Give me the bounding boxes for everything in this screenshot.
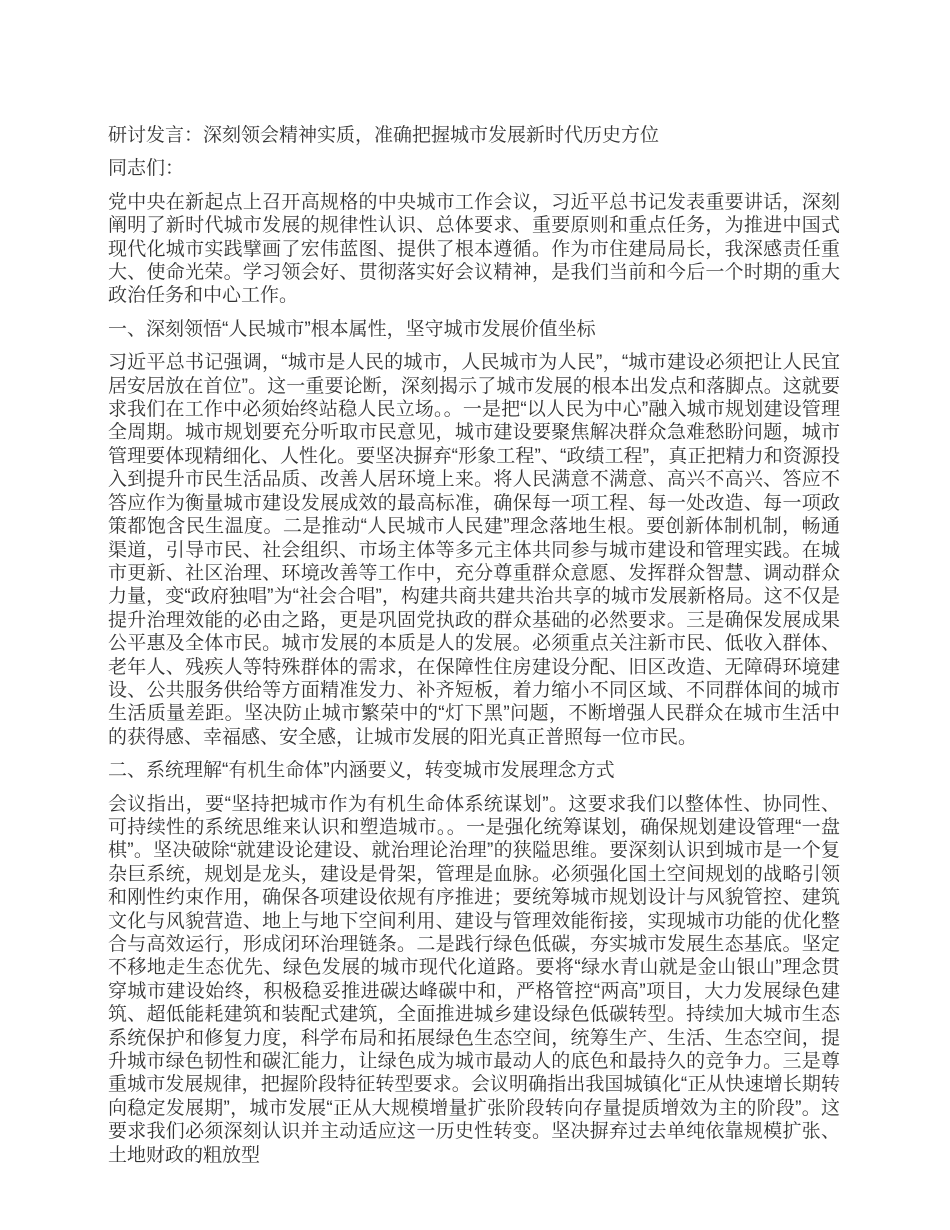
section-2-heading: 二、系统理解“有机生命体”内涵要义，转变城市发展理念方式 bbox=[108, 760, 615, 782]
opening-paragraph: 党中央在新起点上召开高规格的中央城市工作会议，习近平总书记发表重要讲话，深刻阐明了新时代城市发展的规律性认识、总体要求、重要原则和重点任务，为推进中国式现代化城市实践擘画了宏伟蓝图、提供了根本遵循。作为市住建局局长，我深感责任重大、使命光荣。学习领会好、贯彻落实好会议精神，是我们当前和今后一个时期的重大政治任务和中心工作。 bbox=[108, 191, 840, 307]
document-title: 研讨发言：深刻领会精神实质，准确把握城市发展新时代历史方位 bbox=[108, 125, 660, 146]
section-1-heading: 一、深刻领悟“人民城市”根本属性，坚守城市发展价值坐标 bbox=[108, 318, 596, 340]
section-1-paragraph: 习近平总书记强调，“城市是人民的城市，人民城市为人民”，“城市建设必须把让人民宜居安居放在首位”。这一重要论断，深刻揭示了城市发展的根本出发点和落脚点。这就要求我们在工作中必须始终站稳人民立场。。一是把“以人民为中心”融入城市规划建设管理全周期。城市规划要充分听取市民意见，城市建设要聚焦解决群众急难愁盼问题，城市管理要体现精细化、人性化。要坚决摒弃“形象工程”、“政绩工程”，真正把精力和资源投入到提升市民生活品质、改善人居环境上来。将人民满意不满意、高兴不高兴、答应不答应作为衡量城市建设发展成效的最高标准，确保每一项工程、每一处改造、每一项政策都饱含民生温度。二是推动“人民城市人民建”理念落地生根。要创新体制机制，畅通渠道，引导市民、社会组织、市场主体等多元主体共同参与城市建设和管理实践。在城市更新、社区治理、环境改善等工作中，充分尊重群众意愿、发挥群众智慧、调动群众力量，变“政府独唱”为“社会合唱”，构建共商共建共治共享的城市发展新格局。这不仅是提升治理效能的必由之路，更是巩固党执政的群众基础的必然要求。三是确保发展成果公平惠及全体市民。城市发展的本质是人的发展。必须重点关注新市民、低收入群体、老年人、残疾人等特殊群体的需求，在保障性住房建设分配、旧区改造、无障碍环境建设、公共服务供给等方面精准发力、补齐短板，着力缩小不同区域、不同群体间的城市生活质量差距。坚决防止城市繁荣中的“灯下黑”问题，不断增强人民群众在城市生活中的获得感、幸福感、安全感，让城市发展的阳光真正普照每一位市民。 bbox=[108, 352, 840, 748]
section-2-paragraph: 会议指出，要“坚持把城市作为有机生命体系统谋划”。这要求我们以整体性、协同性、可持续性的系统思维来认识和塑造城市。。一是强化统筹谋划，确保规划建设管理“一盘棋”。坚决破除“就建设论建设、就治理论治理”的狭隘思维。要深刻认识到城市是一个复杂巨系统，规划是龙头，建设是骨架，管理是血脉。必须强化国土空间规划的战略引领和刚性约束作用，确保各项建设依规有序推进；要统筹城市规划设计与风貌管控、建筑文化与风貌营造、地上与地下空间利用、建设与管理效能衔接，实现城市功能的优化整合与高效运行，形成闭环治理链条。二是践行绿色低碳，夯实城市发展生态基底。坚定不移地走生态优先、绿色发展的城市现代化道路。要将“绿水青山就是金山银山”理念贯穿城市建设始终，积极稳妥推进碳达峰碳中和，严格管控“两高”项目，大力发展绿色建筑、超低能耗建筑和装配式建筑，全面推进城乡建设绿色低碳转型。持续加大城市生态系统保护和修复力度，科学布局和拓展绿色生态空间，统筹生产、生活、生态空间，提升城市绿色韧性和碳汇能力，让绿色成为城市最动人的底色和最持久的竞争力。三是尊重城市发展规律，把握阶段特征转型要求。会议明确指出我国城镇化“正从快速增长期转向稳定发展期”，城市发展“正从大规模增量扩张阶段转向存量提质增效为主的阶段”。这要求我们必须深刻认识并主动适应这一历史性转变。坚决摒弃过去单纯依靠规模扩张、土地财政的粗放型 bbox=[108, 793, 840, 1166]
document-page bbox=[108, 124, 840, 1177]
salutation: 同志们： bbox=[108, 158, 185, 180]
